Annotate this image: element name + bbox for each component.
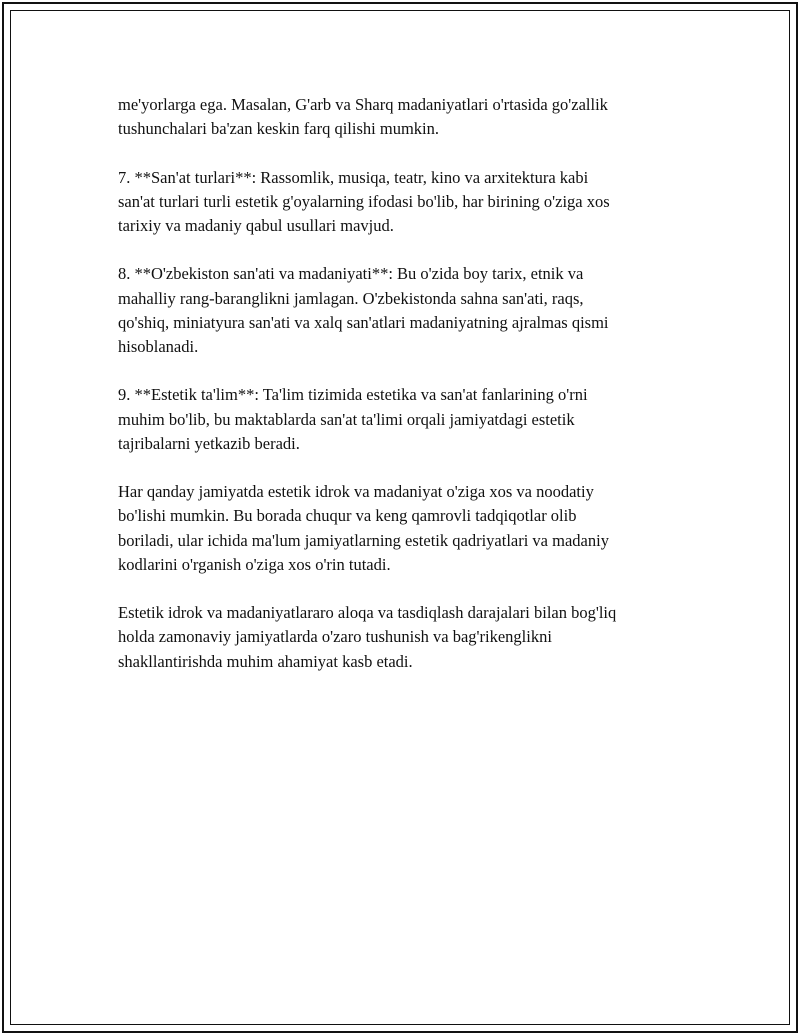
text-line: mahalliy rang-baranglikni jamlagan. O'zbekistonda sahna san'ati, raqs, xyxy=(118,288,584,308)
paragraph-art-types xyxy=(118,166,688,239)
text-line: holda zamonaviy jamiyatlarda o'zaro tushunish va bag'rikenglikni xyxy=(118,627,552,647)
text-line: bo'lishi mumkin. Bu borada chuqur va keng qamrovli tadqiqotlar olib xyxy=(118,506,577,526)
text-line: 8. **O'zbekiston san'ati va madaniyati**: Bu o'zida boy tarix, etnik va xyxy=(118,264,584,284)
paragraph-aesthetic-education xyxy=(118,383,688,456)
document-body xyxy=(118,93,688,698)
text-line: me'yorlarga ega. Masalan, G'arb va Sharq madaniyatlari o'rtasida go'zallik xyxy=(118,95,608,114)
text-line: Har qanday jamiyatda estetik idrok va madaniyat o'ziga xos va noodatiy xyxy=(118,482,594,502)
text-line: Estetik idrok va madaniyatlararo aloqa va tasdiqlash darajalari bilan bog'liq xyxy=(118,603,617,623)
paragraph-beauty-standards xyxy=(118,93,688,141)
paragraph-society-perception xyxy=(118,480,688,577)
text-line: muhim bo'lib, bu maktablarda san'at ta'limi orqali jamiyatdagi estetik xyxy=(118,409,575,429)
text-line: 9. **Estetik ta'lim**: Ta'lim tizimida estetika va san'at fanlarining o'rni xyxy=(118,385,588,405)
paragraph-conclusion xyxy=(118,601,688,674)
paragraph-uzbek-art xyxy=(118,262,688,359)
text-line: shakllantirishda muhim ahamiyat kasb etadi. xyxy=(118,651,413,671)
text-line: hisoblanadi. xyxy=(118,337,199,356)
text-line: kodlarini o'rganish o'ziga xos o'rin tutadi. xyxy=(118,554,391,574)
text-line: tarixiy va madaniy qabul usullari mavjud. xyxy=(118,216,394,235)
text-line: 7. **San'at turlari**: Rassomlik, musiqa, teatr, kino va arxitektura kabi xyxy=(118,167,589,187)
text-line: qo'shiq, miniatyura san'ati va xalq san'atlari madaniyatning ajralmas qismi xyxy=(118,312,609,332)
text-line: tushunchalari ba'zan keskin farq qilishi mumkin. xyxy=(118,119,439,139)
text-line: boriladi, ular ichida ma'lum jamiyatlarning estetik qadriyatlari va madaniy xyxy=(118,530,609,550)
text-line: tajribalarni yetkazib beradi. xyxy=(118,433,300,453)
text-line: san'at turlari turli estetik g'oyalarning ifodasi bo'lib, har birining o'ziga xos xyxy=(118,191,610,211)
